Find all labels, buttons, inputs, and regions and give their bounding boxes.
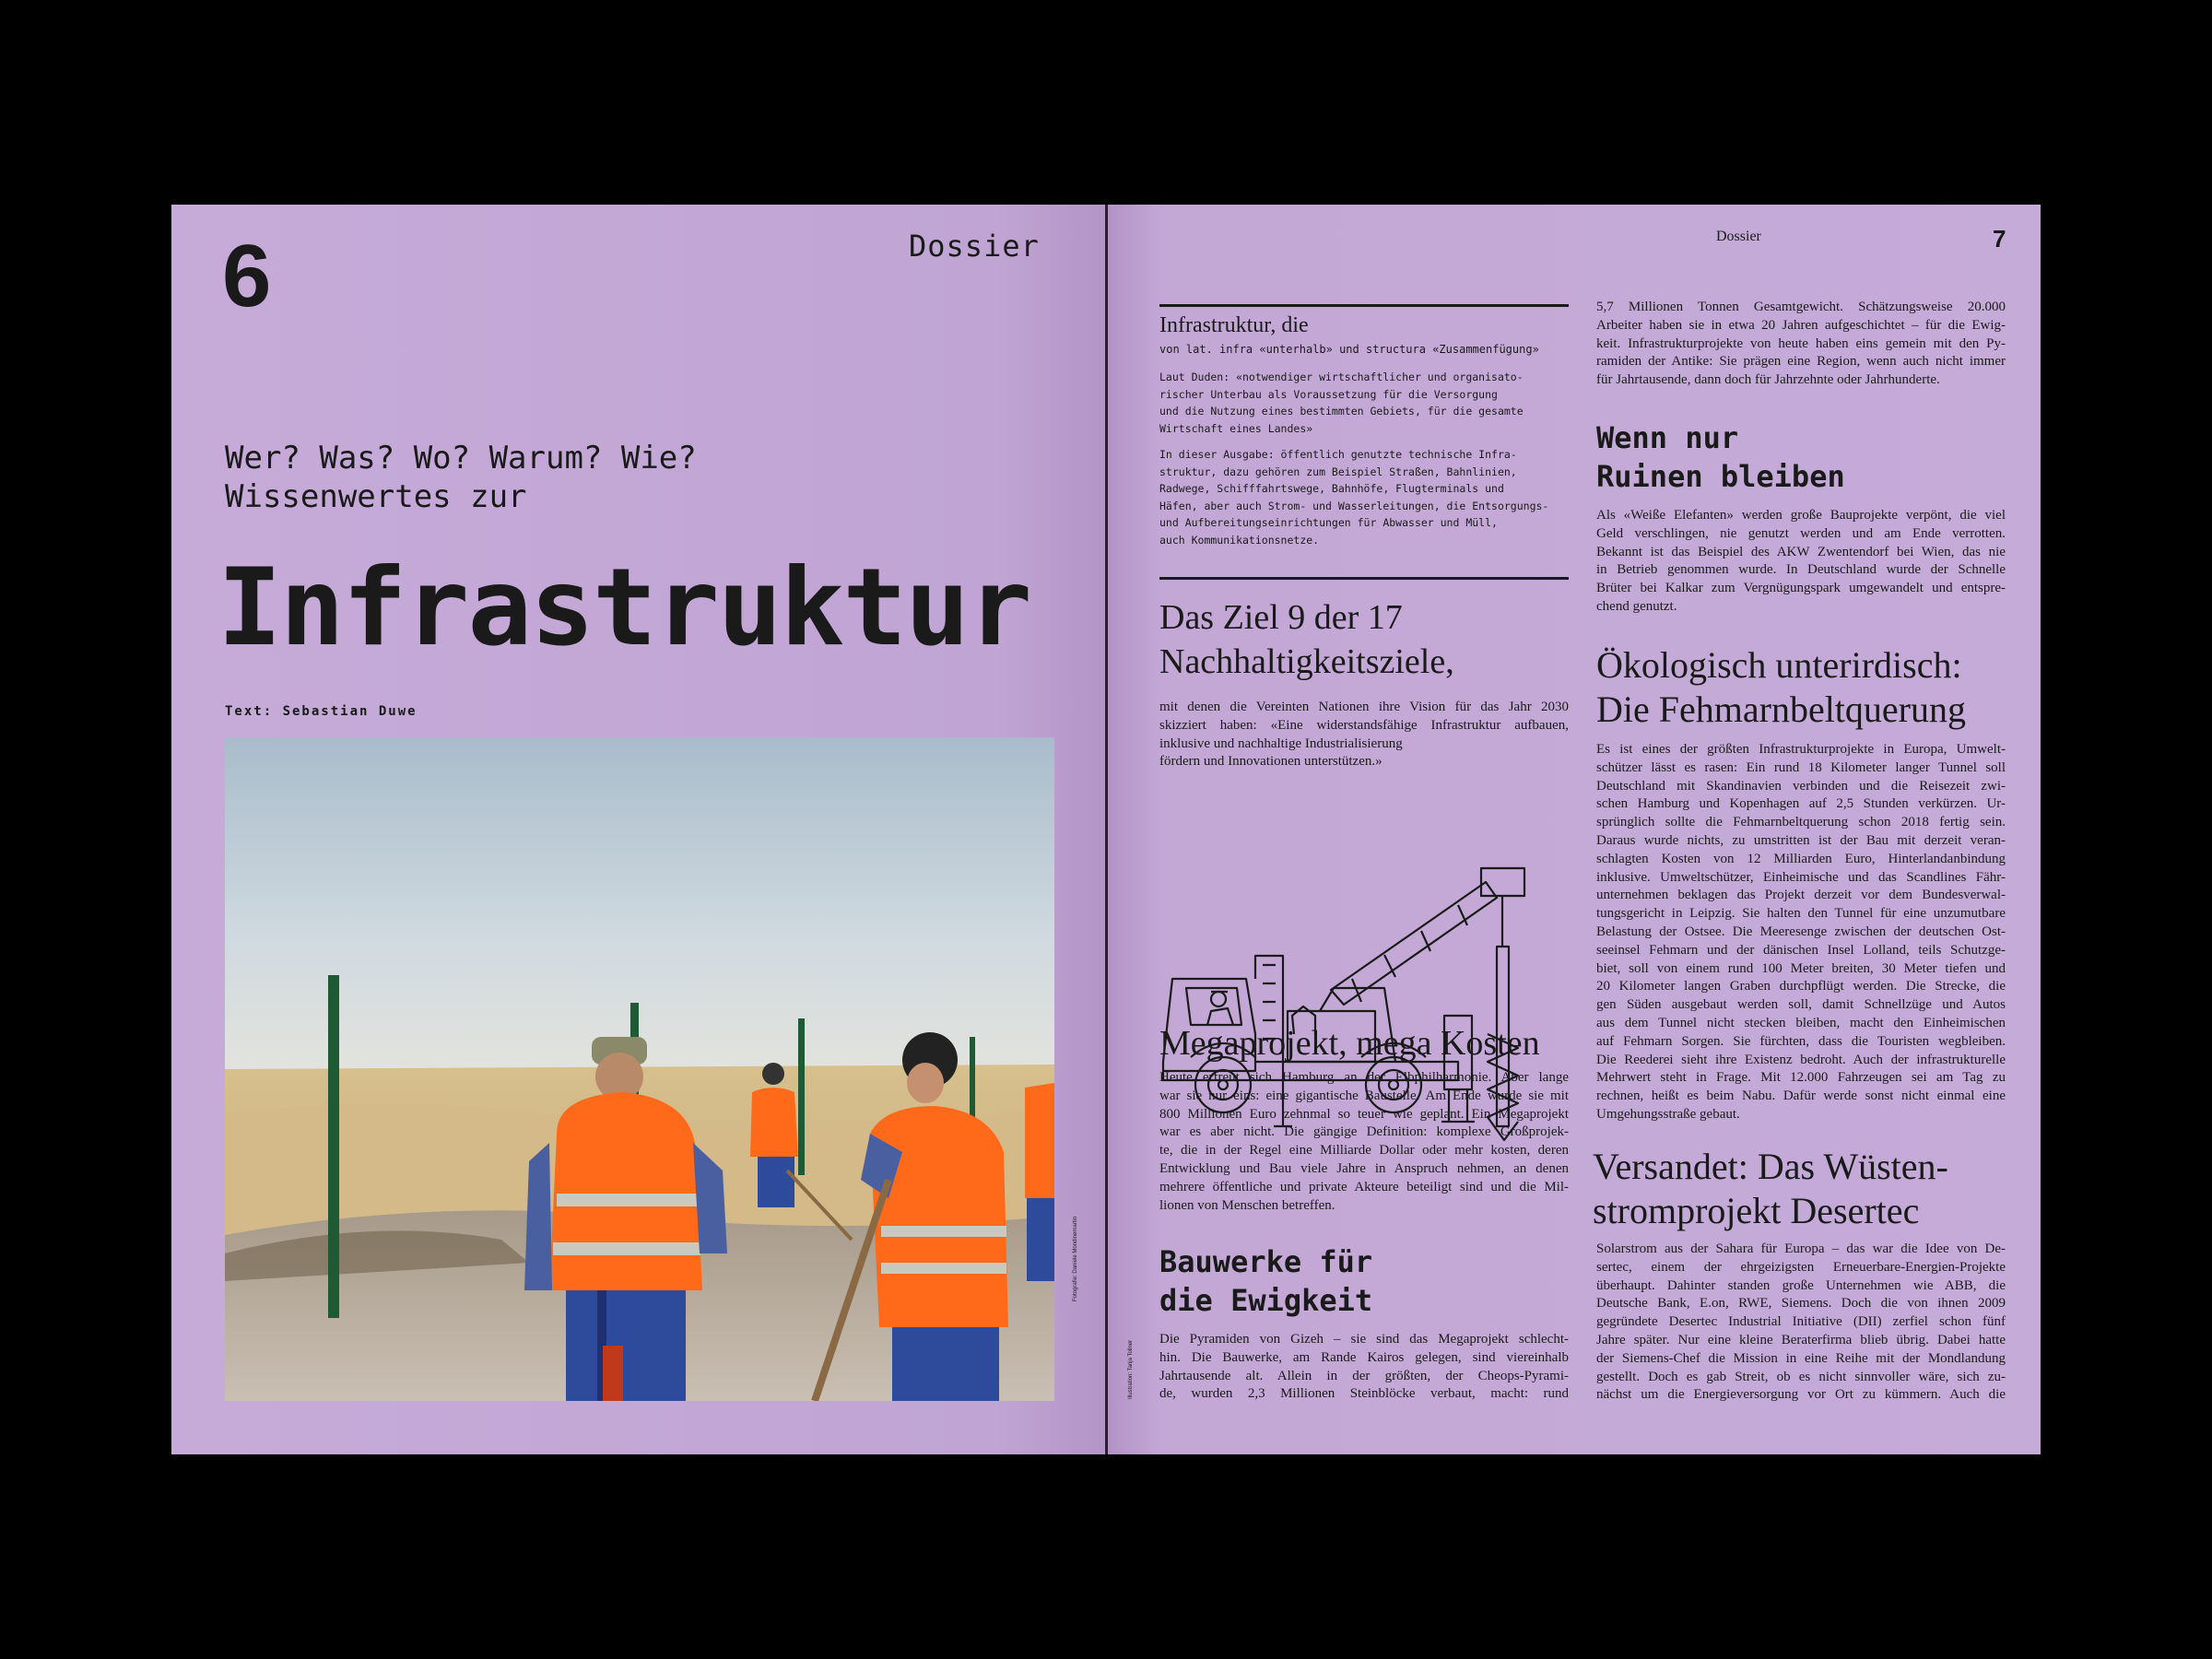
section-label-right: Dossier (1716, 229, 1761, 244)
text-line: 5,7 Millionen Tonnen Gesamtgewicht. Schätzungsweise 20.000 (1596, 300, 2006, 314)
kicker-line: Wissenwertes zur (225, 478, 527, 515)
text-line: auch Kommunikationsnetze. (1159, 533, 1320, 547)
text-line: gen Süden ausgebaut werden soll, damit Schnellzüge und Autos (1596, 997, 2006, 1013)
text-line: nächst um die Energieversorgung vor Ort zu kümmern. Auch die (1596, 1387, 2006, 1403)
text-line: inklusive. Umweltschützer, Einheimische und das Scandlines Fähr- (1596, 869, 2006, 885)
text-line: sprünglich sollte die Fehmarnbeltquerung schon 2018 fertig sein. (1596, 815, 2006, 830)
rule (1159, 304, 1569, 307)
kicker-line: Wer? Was? Wo? Warum? Wie? (225, 440, 697, 477)
text-line: Entwicklung und Bau viele Jahre in Anspruch nehmen, an denen (1159, 1160, 1569, 1176)
text-line: Häfen, aber auch Strom- und Wasserleitungen, die Entsorgungs- (1159, 499, 1549, 512)
fehmarn-heading (1596, 643, 1966, 732)
megaprojekt-heading: Megaprojekt, mega Kosten (1159, 1024, 1540, 1063)
text-line: fördern und Innovationen unterstützen.» (1159, 754, 1382, 770)
text-line: rischer Unterbau als Voraussetzung für die Versorgung (1159, 387, 1498, 401)
text-line: hin. Die Bauwerke, am Rande Kairos gelegen, sind viereinhalb (1159, 1349, 1569, 1365)
text-line: in Betrieb genommen wurde. In Deutschland wurde der Schnelle (1596, 562, 2006, 578)
text-line: struktur, dazu gehören zum Beispiel Straßen, Bahnlinien, (1159, 465, 1517, 478)
text-line: der Siemens-Chef die Mission in eine Reihe mit der Mondlandung (1596, 1350, 2006, 1366)
text-line: ramiden der Antike: Sie prägen eine Region, wenn auch nicht immer (1596, 354, 2006, 370)
kicker (225, 439, 870, 516)
text-line: Als «Weiße Elefanten» werden große Bauprojekte verpönt, die viel (1596, 508, 2006, 523)
heading-line: Versandet: Das Wüsten- (1593, 1146, 1948, 1187)
text-line: lionen von Menschen betreffen. (1159, 1197, 1335, 1213)
text-line: chend genutzt. (1596, 598, 1677, 614)
text-line: Brüter bei Kalkar zum Vergnügungspark umgewandelt und entspre- (1596, 581, 2006, 596)
text-line: 20 Kilometer langen Graben durchpflügt werden. Die Strecke, die (1596, 979, 2006, 994)
text-line: Umgehungsstraße gebaut. (1596, 1106, 1740, 1122)
text-line: skizziert haben: «Eine widerstandsfähige Infrastruktur aufbauen, (1159, 717, 1569, 733)
text-line: seeinsel Fehmarn und der dänischen Insel Lolland, teils Schutzge- (1596, 942, 2006, 958)
text-line: rechnen, heißt es beim Nabu. Dafür werde sonst nicht einmal eine (1596, 1088, 2006, 1104)
text-line: Heute erfreut sich Hamburg an der Elbphilharmonie. Aber lange (1159, 1070, 1569, 1085)
section-label-left: Dossier (909, 229, 1040, 264)
definition-etymology: von lat. infra «unterhalb» und structura «Zusammenfügung» (1159, 343, 1539, 356)
bauwerke-continued (1596, 299, 2006, 390)
text-line: In dieser Ausgabe: öffentlich genutzte technische Infra- (1159, 448, 1517, 461)
right-page (1108, 205, 2041, 1454)
text-line: schen Hamburg und Kopenhagen auf 2,5 Stunden verkürzen. Ur- (1596, 796, 2006, 812)
ziel-heading (1159, 595, 1454, 684)
heading-line: Die Fehmarnbeltquerung (1596, 688, 1966, 730)
text-line: gegründete Desertec Industrial Initiative (DII) zerfiel schon fünf (1596, 1314, 2006, 1330)
photo-credit: Fotografie: Daniele Mondinemartin (1073, 1216, 1078, 1301)
text-line: mit denen die Vereinten Nationen ihre Vision für das Jahr 2030 (1159, 700, 1569, 714)
text-line: te, die in der Regel eine Milliarde Dollar oder mehr kosten, deren (1159, 1143, 1569, 1159)
text-line: auf Fehmarn Sorgen. Sie fürchten, dass die Touristen wegbleiben. (1596, 1033, 2006, 1049)
fehmarn-body (1596, 741, 2006, 1124)
heading-line: Das Ziel 9 der 17 (1159, 598, 1403, 637)
author-credit: Text: Sebastian Duwe (225, 704, 418, 719)
bauwerke-heading (1159, 1242, 1372, 1320)
text-line: Laut Duden: «notwendiger wirtschaftlicher und organisato- (1159, 371, 1524, 383)
text-line: Radwege, Schifffahrtswege, Bahnhöfe, Flugterminals und (1159, 482, 1504, 495)
magazine-spread (171, 205, 2041, 1454)
text-line: für Jahrtausende, dann doch für Jahrzehnte oder Jahrhunderte. (1596, 372, 1940, 388)
text-line: 800 Millionen Euro zehnmal so teuer wie geplant. Ein Megaprojekt (1159, 1106, 1569, 1122)
text-line: schützer lässt es rasen: Ein rund 18 Kilometer langer Tunnel soll (1596, 759, 2006, 775)
desertec-heading (1593, 1145, 1948, 1233)
desertec-body (1596, 1241, 2006, 1405)
text-line: de, wurden 2,3 Millionen Steinblöcke verbaut, macht: rund (1159, 1386, 1569, 1402)
text-line: Jahre später. Nur eine kleine Beraterfirma blieb übrig. Dabei hatte (1596, 1332, 2006, 1347)
heading-line: stromprojekt Desertec (1593, 1190, 1920, 1231)
text-line: Bekannt ist das Beispiel des AKW Zwentendorf bei Wien, das nie (1596, 544, 2006, 559)
left-page (171, 205, 1108, 1454)
heading-line: Ökologisch unterirdisch: (1596, 644, 1962, 686)
text-line: Belastung der Ostsee. Die Meeresenge zwischen der deutschen Ost- (1596, 924, 2006, 939)
ruinen-heading (1596, 418, 1845, 496)
definition-issue (1159, 446, 1565, 548)
illustration-credit: Illustration: Tanja Tollner (1128, 1339, 1134, 1399)
text-line: Deutschland mit Skandinavien verbinden und die Reisezeit zwi- (1596, 778, 2006, 794)
text-line: Daraus wurde nichts, zu umstritten ist der Bau mit derzeit veran- (1596, 832, 2006, 848)
definition-duden (1159, 369, 1565, 437)
text-line: Die Pyramiden von Gizeh – sie sind das Megaprojekt schlecht- (1159, 1332, 1569, 1347)
heading-line: Nachhaltigkeitsziele, (1159, 642, 1454, 681)
page-number-right: 7 (1993, 225, 2006, 253)
heading-line: Bauwerke für (1159, 1244, 1373, 1279)
text-line: Mehrwert steht in Frage. Mit 12.000 Fahrzeugen sei am Tag zu (1596, 1070, 2006, 1086)
text-line: Wirtschaft eines Landes» (1159, 421, 1313, 435)
ruinen-body (1596, 507, 2006, 617)
heading-line: die Ewigkeit (1159, 1283, 1373, 1318)
text-line: überhaupt. Dahinter standen große Unternehmen wie ABB, die (1596, 1277, 2006, 1293)
text-line: gestellt. Doch es gab Streit, ob es nicht sinnvoller wäre, sich zu- (1596, 1369, 2006, 1384)
text-line: tungsgericht in Leipzig. Sie halten den Tunnel für eine unzumutbare (1596, 906, 2006, 922)
text-line: mehrere öffentliche und private Akteure beteiligt sind und die Mil- (1159, 1179, 1569, 1194)
text-line: war sie nur eins: eine gigantische Baustelle. Am Ende wurde sie mit (1159, 1088, 1569, 1103)
heading-line: Ruinen bleiben (1596, 459, 1845, 494)
text-line: keit. Infrastrukturprojekte von heute haben eins gemein mit den Py- (1596, 335, 2006, 351)
text-line: inklusive und nachhaltige Industrialisierung (1159, 735, 1403, 751)
rule (1159, 577, 1569, 580)
text-line: Deutsche Bank, E.on, RWE, Siemens. Doch die von ihnen 2009 (1596, 1296, 2006, 1312)
text-line: Jahrtausende alt. Allein in der größten, der Cheops-Pyrami- (1159, 1368, 1569, 1383)
headline: Infrastruktur (218, 546, 1030, 670)
text-line: schlagten Kosten von 12 Milliarden Euro, Hinterlandanbindung (1596, 851, 2006, 866)
cover-photo (225, 737, 1054, 1401)
text-line: war es aber nicht. Die gängige Definition: komplexe Großprojek- (1159, 1124, 1569, 1140)
text-line: Es ist eines der größten Infrastrukturprojekte in Europa, Umwelt- (1596, 742, 2006, 757)
text-line: und die Nutzung eines bestimmten Gebiets, für die gesamte (1159, 405, 1524, 418)
text-line: Solarstrom aus der Sahara für Europa – das war die Idee von De- (1596, 1241, 2006, 1256)
text-line: unternehmen beklagen das Projekt derzeit vor dem Bundesverwal- (1596, 888, 2006, 903)
text-line: aus dem Tunnel nicht stecken bleiben, macht den Einheimischen (1596, 1015, 2006, 1030)
definition-title: Infrastruktur, die (1159, 313, 1309, 337)
megaprojekt-body (1159, 1069, 1569, 1215)
text-line: biet, soll von einem rund 100 Meter breiten, 30 Meter tiefen und (1596, 960, 2006, 976)
text-line: und Aufbereitungseinrichtungen für Abwasser und Müll, (1159, 516, 1498, 529)
heading-line: Wenn nur (1596, 420, 1739, 455)
text-line: Die Reederei sieht ihre Existenz bedroht. Auch der infrastrukturelle (1596, 1052, 2006, 1067)
text-line: Arbeiter haben sie in etwa 20 Jahren aufgeschichtet – für die Ewig- (1596, 317, 2006, 333)
text-line: sertec, einem der ehrgeizigsten Erneuerbare-Energien-Projekte (1596, 1259, 2006, 1275)
photo-construction-workers (225, 737, 1054, 1401)
bauwerke-body (1159, 1331, 1569, 1404)
page-number-left: 6 (222, 227, 272, 325)
text-line: Geld verschlingen, nie genutzt werden und am Ende verrotten. (1596, 525, 2006, 541)
